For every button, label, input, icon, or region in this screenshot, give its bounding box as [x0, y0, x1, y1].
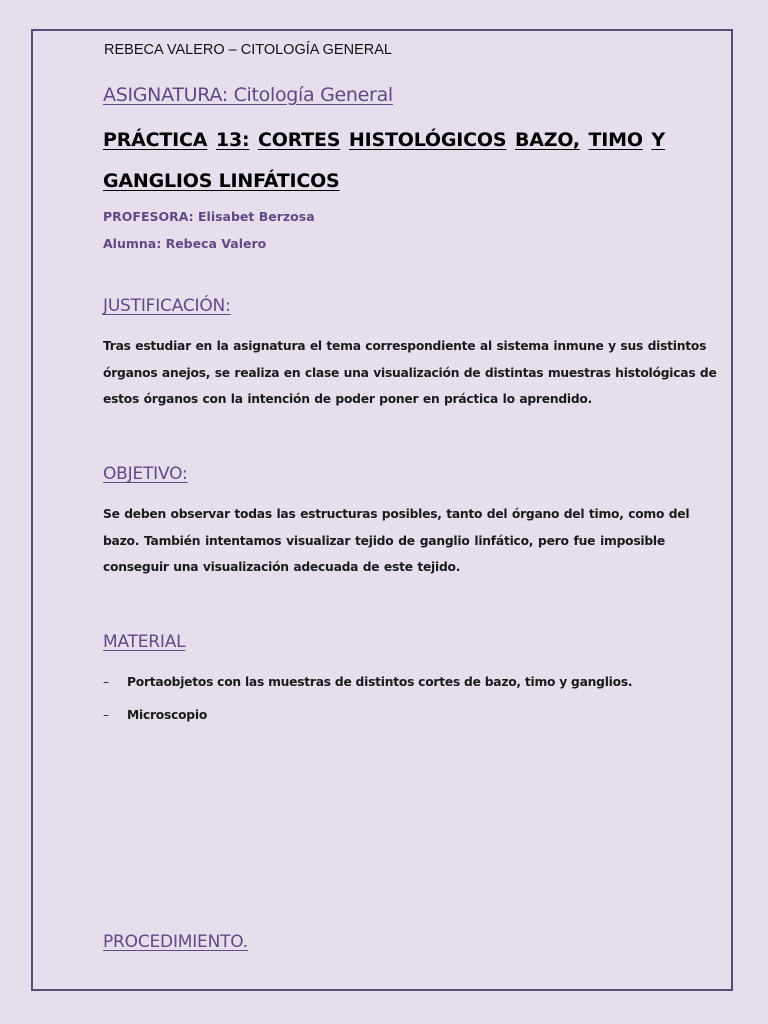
subject-title: ASIGNATURA: Citología General	[103, 84, 393, 106]
list-item	[103, 675, 632, 689]
paragraph-line: bazo. También intentamos visualizar tejido de ganglio linfático, pero fue imposible	[103, 533, 665, 548]
teacher-label: PROFESORA: Elisabet Berzosa	[103, 209, 315, 224]
heading-objetivo: OBJETIVO:	[103, 464, 188, 484]
practice-title-word: CORTES	[258, 129, 341, 151]
practice-title-word: TIMO	[588, 129, 643, 151]
paragraph-justificacion	[103, 333, 717, 413]
list-item	[103, 708, 207, 722]
list-item-text: Portaobjetos con las muestras de distintos cortes de bazo, timo y ganglios.	[127, 675, 633, 689]
paragraph-objetivo	[103, 501, 690, 581]
practice-title-word: PRÁCTICA	[103, 129, 208, 151]
running-header: REBECA VALERO – CITOLOGÍA GENERAL	[104, 42, 392, 58]
heading-justificacion: JUSTIFICACIÓN:	[103, 296, 231, 316]
bullet-dash: –	[103, 708, 109, 722]
paragraph-line: Tras estudiar en la asignatura el tema correspondiente al sistema inmune y sus distintos	[103, 339, 707, 353]
practice-title-word: 13:	[215, 129, 250, 151]
heading-material: MATERIAL	[103, 632, 186, 652]
paragraph-line: órganos anejos, se realiza en clase una visualización de distintas muestras histológicas de	[103, 365, 717, 380]
paragraph-line: conseguir una visualización adecuada de este tejido.	[103, 560, 461, 574]
practice-title-line-2: GANGLIOS LINFÁTICOS	[103, 170, 340, 192]
practice-title-word: BAZO,	[514, 129, 580, 151]
paragraph-line: estos órganos con la intención de poder poner en práctica lo aprendido.	[103, 392, 593, 406]
paragraph-line: Se deben observar todas las estructuras posibles, tanto del órgano del timo, como del	[103, 507, 690, 521]
practice-title-word: Y	[651, 129, 665, 151]
list-item-text: Microscopio	[127, 708, 208, 722]
student-label: Alumna: Rebeca Valero	[103, 236, 267, 251]
bullet-dash: –	[103, 675, 109, 689]
practice-title-line-1	[103, 129, 665, 151]
heading-procedimiento: PROCEDIMIENTO.	[103, 932, 248, 952]
practice-title-word: HISTOLÓGICOS	[348, 129, 507, 151]
